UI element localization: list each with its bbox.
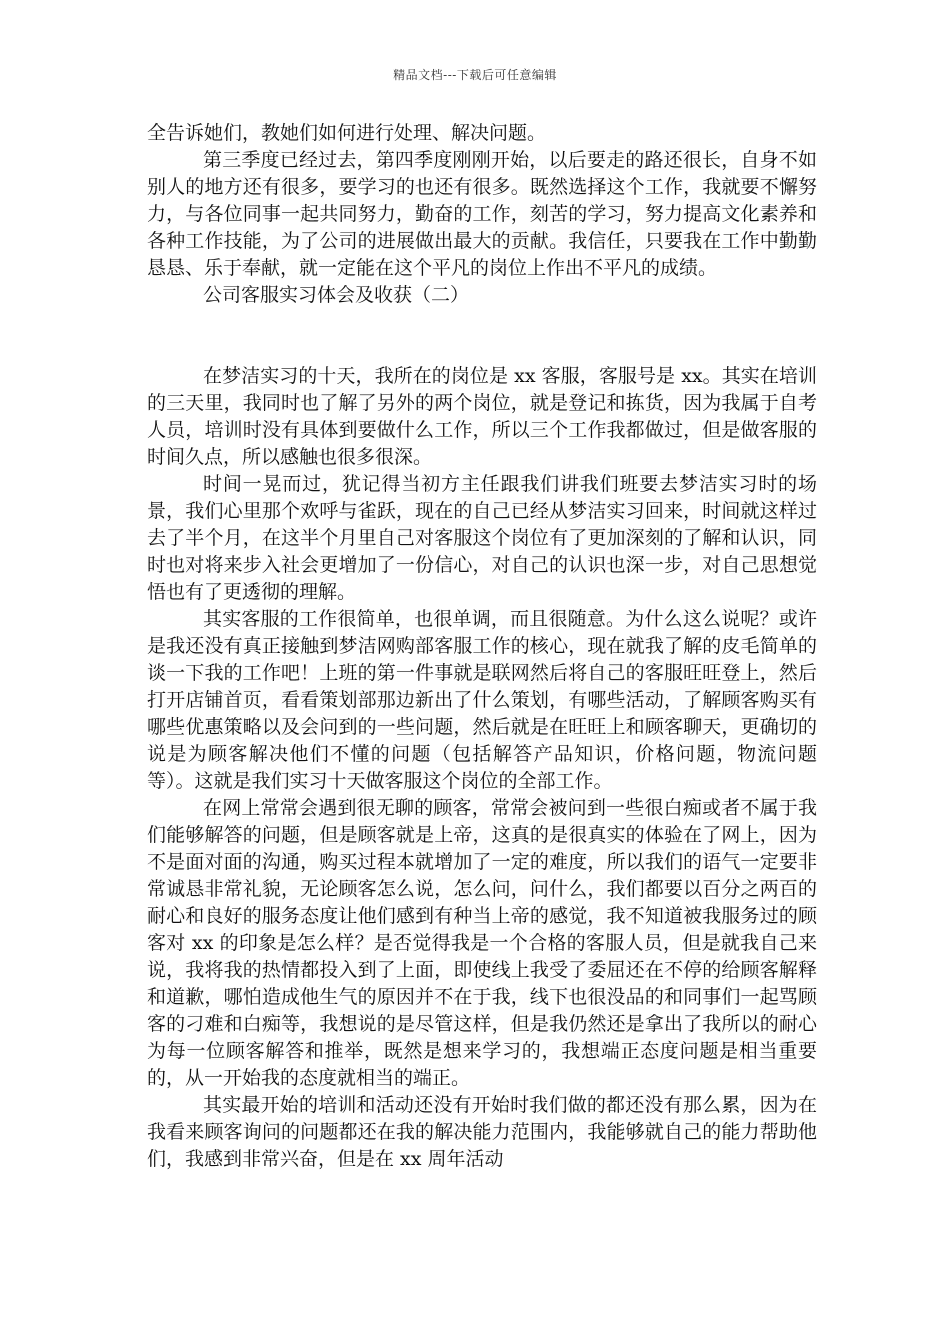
paragraph: 其实最开始的培训和活动还没有开始时我们做的都还没有那么累，因为在我看来顾客询问的问题都还在我的解决能力范围内，我能够就自己的能力帮助他们，我感到非常兴奋，但是在 xx 周年活动 <box>147 1094 817 1170</box>
paragraph: 其实客服的工作很简单，也很单调，而且很随意。为什么这么说呢？或许是我还没有真正接触到梦洁网购部客服工作的核心，现在就我了解的皮毛简单的谈一下我的工作吧！上班的第一件事就是联网然后将自己的客服旺旺登上，然后打开店铺首页，看看策划部那边新出了什么策划，有哪些活动，了解顾客购买有哪些优惠策略以及会问到的一些问题，然后就是在旺旺上和顾客聊天，更确切的说是为顾客解决他们不懂的问题（包括解答产品知识，价格问题，物流问题等）。这就是我们实习十天做客服这个岗位的全部工作。 <box>147 608 817 792</box>
paragraph: 第三季度已经过去，第四季度刚刚开始，以后要走的路还很长，自身不如别人的地方还有很多，要学习的也还有很多。既然选择这个工作，我就要不懈努力，与各位同事一起共同努力，勤奋的工作，刻苦的学习，努力提高文化素养和各种工作技能，为了公司的进展做出最大的贡献。我信任，只要我在工作中勤勤恳恳、乐于奉献，就一定能在这个平凡的岗位上作出不平凡的成绩。 <box>147 149 817 279</box>
blank-line <box>147 309 817 363</box>
paragraph-continuation: 全告诉她们，教她们如何进行处理、解决问题。 <box>147 122 547 144</box>
page-header: 精品文档---下载后可任意编辑 <box>393 68 557 82</box>
paragraph: 在网上常常会遇到很无聊的顾客，常常会被问到一些很白痴或者不属于我们能够解答的问题，但是顾客就是上帝，这真的是很真实的体验在了网上，因为不是面对面的沟通，购买过程本就增加了一定的难度，所以我们的语气一定要非常诚恳非常礼貌，无论顾客怎么说，怎么问，问什么，我们都要以百分之两百的耐心和良好的服务态度让他们感到有种当上帝的感觉，我不知道被我服务过的顾客对 xx 的印象是怎么样？是否觉得我是一个合格的客服人员，但是就我自己来说，我将我的热情都投入到了上面，即使线上我受了委屈还在不停的给顾客解释和道歉，哪怕造成他生气的原因并不在于我，线下也很没品的和同事们一起骂顾客的刁难和白痴等，我想说的是尽管这样，但是我仍然还是拿出了我所以的耐心为每一位顾客解答和推举，既然是想来学习的，我想端正态度问题是相当重要的，从一开始我的态度就相当的端正。 <box>147 797 817 1089</box>
paragraph: 在梦洁实习的十天，我所在的岗位是 xx 客服，客服号是 xx。其实在培训的三天里，我同时也了解了另外的两个岗位，就是登记和拣货，因为我属于自考人员，培训时没有具体到要做什么工作，所以三个工作我都做过，但是做客服的时间久点，所以感触也很多很深。 <box>147 365 817 468</box>
document-body <box>147 120 817 1173</box>
paragraph: 时间一晃而过，犹记得当初方主任跟我们讲我们班要去梦洁实习时的场景，我们心里那个欢呼与雀跃，现在的自己已经从梦洁实习回来，时间就这样过去了半个月，在这半个月里自己对客服这个岗位有了更加深刻的了解和认识，同时也对将来步入社会更增加了一份信心，对自己的认识也深一步，对自己思想觉悟也有了更透彻的理解。 <box>147 473 817 603</box>
section-heading: 公司客服实习体会及收获（二） <box>203 284 470 306</box>
